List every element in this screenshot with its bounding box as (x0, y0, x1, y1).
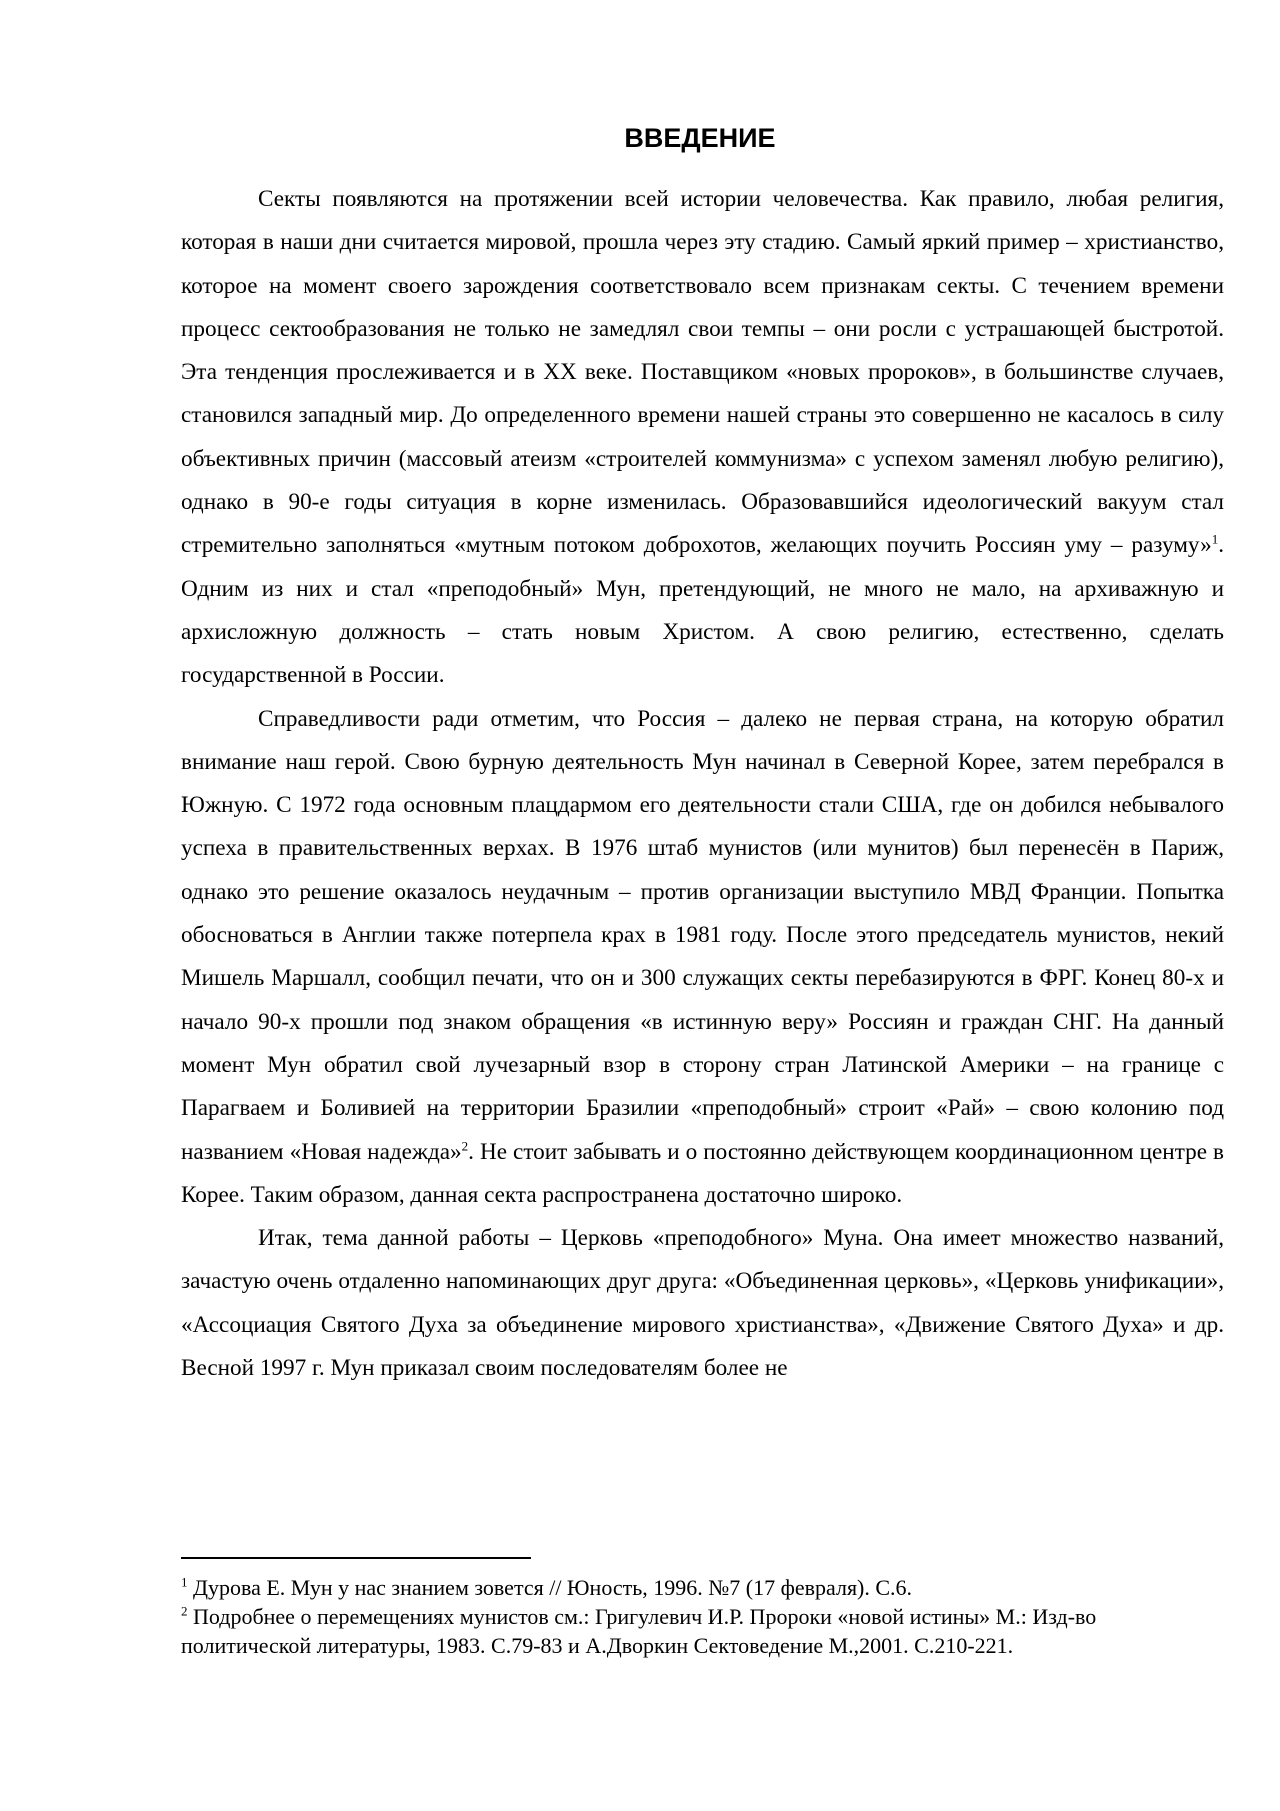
footnote-2 (181, 1602, 1224, 1660)
footnote-ref-1[interactable]: 1 (1211, 531, 1219, 547)
paragraph-3 (181, 1217, 1224, 1390)
paragraph-2-text-b: . Не стоит забывать и о постоянно действующем координационном центре в Корее. Таким образом, данная секта распространена достаточно широко. (181, 1138, 1224, 1208)
footnote-1 (181, 1573, 1224, 1602)
footnote-separator (181, 1557, 531, 1559)
paragraph-2-text-a: Справедливости ради отметим, что Россия – далеко не первая страна, на которую обратил внимание наш герой. Свою бурную деятельность Мун начинал в Северной Корее, затем перебрался в Южную. С 1972 года основным плацдармом его деятельности стали США, где он добился небывалого успеха в правительственных верхах. В 1976 штаб мунистов (или мунитов) был перенесён в Париж, однако это решение оказалось неудачным – против организации выступило МВД Франции. Попытка обосноваться в Англии также потерпела крах в 1981 году. После этого председатель мунистов, некий Мишель Маршалл, сообщил печати, что он и 300 служащих секты перебазируются в ФРГ. Конец 80-х и начало 90-х прошли под знаком обращения «в истинную веру» Россиян и граждан СНГ. На данный момент Мун обратил свой лучезарный взор в сторону стран Латинской Америки – на границе с Парагваем и Боливией на территории Бразилии «преподобный» строит «Рай» – свою колонию под названием «Новая надежда» (181, 705, 1224, 1165)
paragraph-2 (181, 698, 1224, 1218)
footnote-text-1: Дурова Е. Мун у нас знанием зовется // Юность, 1996. №7 (17 февраля). С.6. (187, 1575, 913, 1600)
footnote-text-2: Подробнее о перемещениях мунистов см.: Григулевич И.Р. Пророки «новой истины» М.: Изд-во политической литературы, 1983. С.79-83 и А.Дворкин Сектоведение М.,2001. С.210-221. (181, 1604, 1097, 1658)
paragraph-1-text-a: Секты появляются на протяжении всей истории человечества. Как правило, любая религия, которая в наши дни считается мировой, прошла через эту стадию. Самый яркий пример – христианство, которое на момент своего зарождения соответствовало всем признакам секты. С течением времени процесс сектообразования не только не замедлял свои темпы – они росли с устрашающей быстротой. Эта тенденция прослеживается и в ХХ веке. Поставщиком «новых пророков», в большинстве случаев, становился западный мир. До определенного времени нашей страны это совершенно не касалось в силу объективных причин (массовый атеизм «строителей коммунизма» с успехом заменял любую религию), однако в 90-е годы ситуация в корне изменилась. Образовавшийся идеологический вакуум стал стремительно заполняться «мутным потоком доброхотов, желающих поучить Россиян уму – разуму» (181, 186, 1224, 559)
body-text (181, 178, 1224, 1390)
footnote-mark-1: 1 (181, 1574, 188, 1590)
page-title: ВВЕДЕНИЕ (624, 123, 776, 153)
paragraph-1 (181, 178, 1224, 698)
footnotes (181, 1573, 1224, 1660)
footnote-mark-2: 2 (181, 1603, 188, 1619)
paragraph-3-text: Итак, тема данной работы – Церковь «преподобного» Муна. Она имеет множество названий, зачастую очень отдаленно напоминающих друг друга: «Объединенная церковь», «Церковь унификации», «Ассоциация Святого Духа за объединение мирового христианства», «Движение Святого Духа» и др. Весной 1997 г. Мун приказал своим последователям более не (181, 1225, 1224, 1382)
paragraph-1-text-b: . Одним из них и стал «преподобный» Мун, претендующий, не много не мало, на архиважную и архисложную должность – стать новым Христом. А свою религию, естественно, сделать государственной в России. (181, 532, 1224, 689)
footnote-ref-2[interactable]: 2 (461, 1137, 469, 1153)
